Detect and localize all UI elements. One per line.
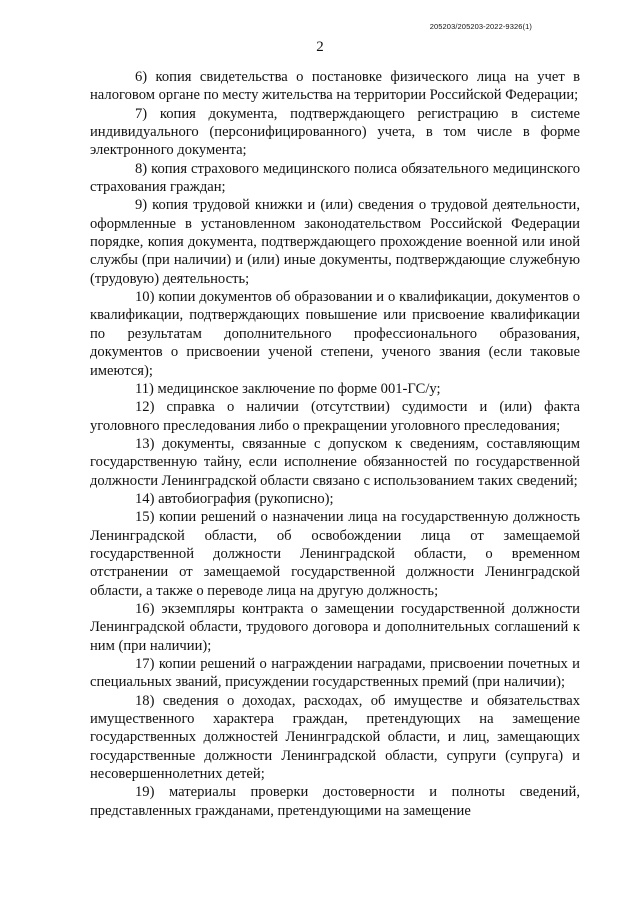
list-item-6: 6) копия свидетельства о постановке физического лица на учет в налоговом органе по месту жительства на территории Российской Федерации; (90, 69, 580, 104)
list-item-18: 18) сведения о доходах, расходах, об имуществе и обязательствах имущественного характера граждан, претендующих на замещение государственных должностей Ленинградской области, и лиц, замещающих государственные должности Ленинградской области, супруги (супруга) и несовершеннолетних детей; (90, 692, 580, 783)
list-item-15: 15) копии решений о назначении лица на государственную должность Ленинградской области, об освобождении лица от замещаемой государственной должности Ленинградской области, о временном отстранении от замещаемой государственной должности Ленинградской области, а также о переводе лица на другую должность; (90, 509, 580, 599)
list-item-19: 19) материалы проверки достоверности и полноты сведений, представленных гражданами, претендующими на замещение (90, 784, 580, 819)
list-item-8: 8) копия страхового медицинского полиса обязательного медицинского страхования граждан; (90, 160, 580, 196)
page-number: 2 (316, 39, 324, 55)
document-body (90, 68, 580, 820)
list-item-17: 17) копии решений о награждении наградами, присвоении почетных и специальных званий, присуждении государственных премий (при наличии); (90, 656, 580, 691)
list-item-7: 7) копия документа, подтверждающего регистрацию в системе индивидуального (персонифицированного) учета, в том числе в форме электронного документа; (90, 105, 580, 159)
list-item-16: 16) экземпляры контракта о замещении государственной должности Ленинградской области, трудового договора и дополнительных соглашений к ним (при наличии); (90, 600, 580, 654)
list-item-12: 12) справка о наличии (отсутствии) судимости и (или) факта уголовного преследования либо о прекращении уголовного преследования; (90, 399, 580, 434)
list-item-9: 9) копия трудовой книжки и (или) сведения о трудовой деятельности, оформленные в установленном законодательством Российской Федерации порядке, копия документа, подтверждающего прохождение военной или иной службы (при наличии) и (или) иные документы, подтверждающие служебную (трудовую) деятельность; (90, 197, 580, 287)
list-item-10: 10) копии документов об образовании и о квалификации, документов о квалификации, подтверждающих повышение или присвоение квалификации по результатам дополнительного профессионального образования, документов о присвоении ученой степени, ученого звания (если таковые имеются); (90, 289, 580, 379)
list-item-13: 13) документы, связанные с допуском к сведениям, составляющим государственную тайну, если исполнение обязанностей по государственной должности Ленинградской области связано с использованием таких сведений; (90, 435, 580, 489)
list-item-14: 14) автобиография (рукописно); (135, 490, 334, 507)
list-item-11: 11) медицинское заключение по форме 001-ГС/у; (135, 380, 441, 397)
document-id: 205203/205203-2022-9326(1) (429, 22, 532, 31)
